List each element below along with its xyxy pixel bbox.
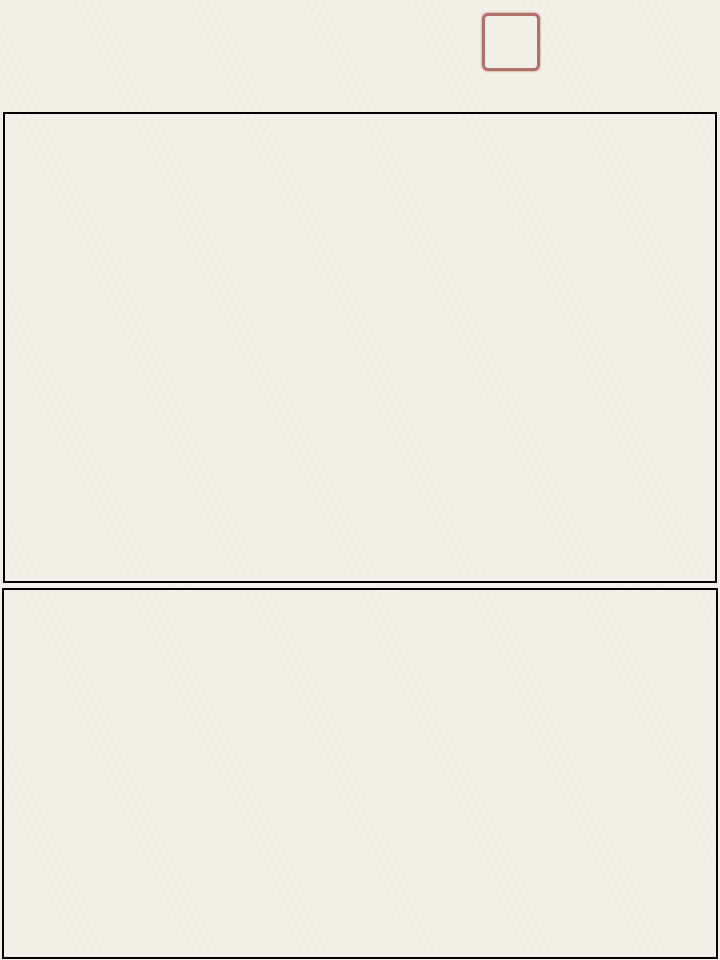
person-info <box>20 7 30 45</box>
gender-line <box>20 26 30 45</box>
person-name-line <box>20 7 30 26</box>
qr-code <box>386 18 458 90</box>
pillars-and-daivan-table <box>3 112 717 583</box>
seal-character <box>484 8 540 74</box>
annual-years-table <box>2 588 718 959</box>
header <box>0 0 720 110</box>
